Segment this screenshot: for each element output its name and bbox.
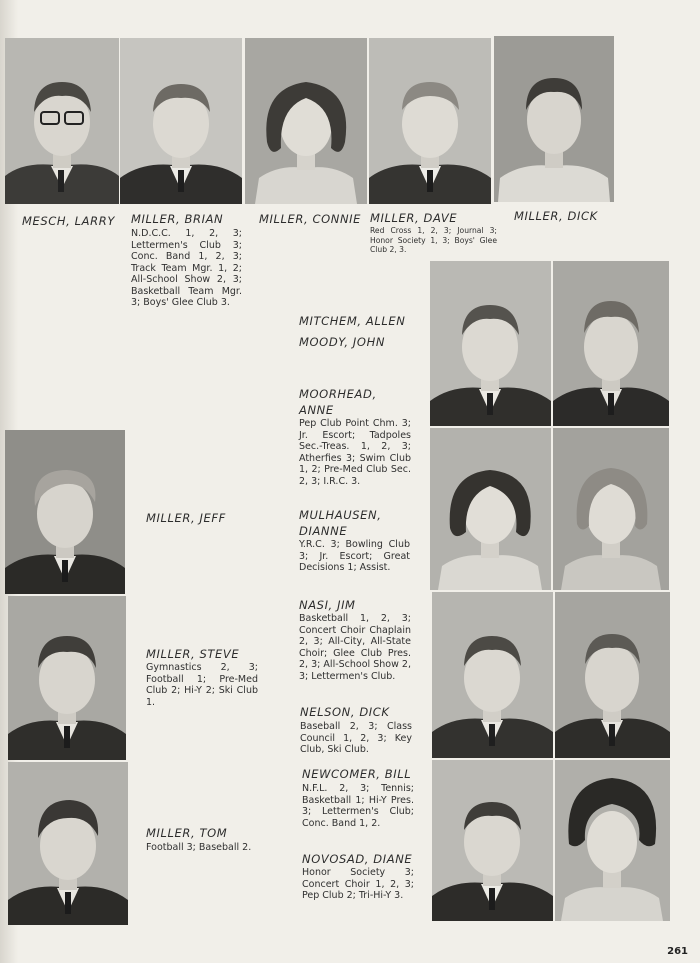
student-name: MILLER, TOM	[146, 826, 228, 840]
page-number: 261	[667, 946, 688, 957]
portrait-mitchem-allen	[430, 261, 551, 426]
student-name: MILLER, BRIAN	[131, 212, 224, 226]
student-name: MITCHEM, ALLEN	[299, 314, 406, 328]
portrait-mulhausen-dianne	[553, 428, 669, 590]
portrait-miller-brian	[120, 38, 242, 204]
student-activities: Y.R.C. 3; Bowling Club 3; Jr. Escort; Great Decisions 1; Assist.	[299, 539, 410, 573]
student-name: NASI, JIM	[299, 598, 356, 612]
student-name: MILLER, CONNIE	[259, 212, 362, 226]
student-name: MESCH, LARRY	[22, 214, 115, 228]
student-activities: Pep Club Point Chm. 3; Jr. Escort; Tadpoles Sec.-Treas. 1, 2, 3; Atherfies 3; Swim Club 1, 2; Pre-Med Club Sec. 2, 3; I.R.C. 3.	[299, 418, 411, 487]
portrait-newcomer-bill	[432, 760, 553, 921]
portrait-mesch-larry	[5, 38, 119, 204]
student-activities: Red Cross 1, 2, 3; Journal 3; Honor Society 1, 3; Boys' Glee Club 2, 3.	[370, 226, 497, 254]
student-name: MILLER, DICK	[514, 209, 598, 223]
student-name: MULHAUSEN, DIANNE	[299, 508, 382, 538]
student-activities: Baseball 2, 3; Class Council 1, 2, 3; Key Club, Ski Club.	[300, 721, 412, 755]
student-activities: N.D.C.C. 1, 2, 3; Lettermen's Club 3; Conc. Band 1, 2, 3; Track Team Mgr. 1, 2; All-School Show 2, 3; Basketball Team Mgr. 3; Boys' Glee Club 3.	[131, 228, 242, 308]
portrait-miller-dave	[369, 38, 491, 204]
portrait-miller-tom	[8, 762, 128, 925]
portrait-miller-connie	[245, 38, 367, 204]
student-activities: Basketball 1, 2, 3; Concert Choir Chaplain 2, 3; All-City, All-State Choir; Glee Club Pres. 2, 3; All-School Show 2, 3; Lettermen's Club.	[299, 613, 411, 682]
student-name: NOVOSAD, DIANE	[302, 852, 413, 866]
portrait-miller-dick	[494, 36, 614, 202]
portrait-moorhead-anne	[430, 428, 551, 590]
portrait-novosad-diane	[555, 760, 670, 921]
student-name: MILLER, DAVE	[370, 211, 458, 225]
student-activities: Football 3; Baseball 2.	[146, 842, 252, 853]
portrait-miller-jeff	[5, 430, 125, 594]
portrait-nasi-jim	[432, 592, 553, 758]
student-name: NEWCOMER, BILL	[302, 767, 412, 781]
student-activities: Honor Society 3; Concert Choir 1, 2, 3; Pep Club 2; Tri-Hi-Y 3.	[302, 867, 414, 901]
student-name: MILLER, JEFF	[146, 511, 226, 525]
student-name: MOORHEAD, ANNE	[299, 387, 377, 417]
student-activities: N.F.L. 2, 3; Tennis; Basketball 1; Hi-Y Pres. 3; Lettermen's Club; Conc. Band 1, 2.	[302, 783, 414, 829]
student-activities: Gymnastics 2, 3; Football 1; Pre-Med Club 2; Hi-Y 2; Ski Club 1.	[146, 662, 258, 708]
student-name: MILLER, STEVE	[146, 647, 240, 661]
portrait-nelson-dick	[555, 592, 670, 758]
portrait-moody-john	[553, 261, 669, 426]
portrait-miller-steve	[8, 596, 126, 760]
student-name: NELSON, DICK	[300, 705, 390, 719]
student-name: MOODY, JOHN	[299, 335, 386, 349]
